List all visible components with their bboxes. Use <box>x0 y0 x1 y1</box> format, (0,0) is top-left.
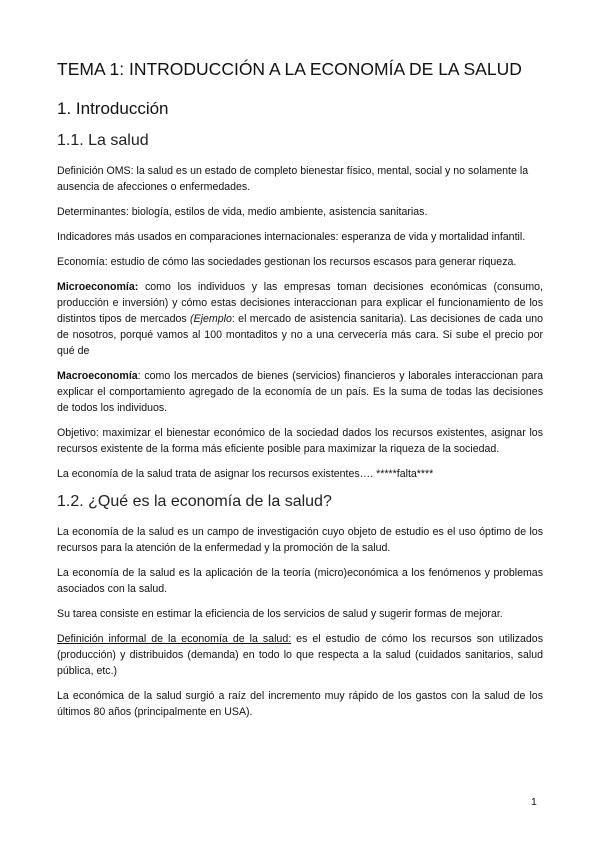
subsection-heading-que-es: 1.2. ¿Qué es la economía de la salud? <box>57 493 332 510</box>
subsection-heading-la-salud: 1.1. La salud <box>57 132 149 149</box>
micro-text-a: como los individuos y las empresas toman decisiones económicas (consumo, producción e inversión) y cómo estas decisiones interaccionan para explicar el funcionamiento de los distintos tipos de mercados <box>57 281 543 325</box>
macro-text: : como los mercados de bienes (servicios) financieros y laborales interaccionan para explicar el comportamiento agregado de la economía de un país. Es la suma de todas las decisiones de todos los individuos. <box>57 370 543 414</box>
paragraph-microeconomia <box>57 279 543 359</box>
paragraph-definicion-oms: Definición OMS: la salud es un estado de completo bienestar físico, mental, social y no solamente la ausencia de afecciones o enfermedades. <box>57 165 529 193</box>
document-title: TEMA 1: INTRODUCCIÓN A LA ECONOMÍA DE LA SALUD <box>57 59 522 79</box>
term-definicion-informal: Definición informal de la economía de la salud: <box>57 633 292 645</box>
micro-text-b: : el mercado de asistencia sanitaria). Las decisiones de cada uno de nosotros, porqué vamos al 100 montaditos y no a una cervecería más cara. Si sube el precio por qué de <box>57 313 543 357</box>
paragraph-objetivo: Objetivo: maximizar el bienestar económico de la sociedad dados los recursos existentes, asignar los recursos existente de la forma más eficiente posible para maximizar la riqueza de la sociedad. <box>57 427 543 455</box>
paragraph-determinantes: Determinantes: biología, estilos de vida, medio ambiente, asistencia sanitarias. <box>57 206 428 218</box>
micro-example: (Ejemplo <box>190 313 232 325</box>
term-macroeconomia: Macroeconomía <box>57 370 138 382</box>
term-microeconomia: Microeconomía: <box>57 281 139 293</box>
paragraph-surgio: La económica de la salud surgió a raíz del incremento muy rápido de los gastos con la salud de los últimos 80 años (principalmente en USA). <box>57 690 543 718</box>
paragraph-economia: Economía: estudio de cómo las sociedades gestionan los recursos escasos para generar riqueza. <box>57 256 517 268</box>
page-number: 1 <box>531 796 537 808</box>
paragraph-aplicacion-teoria: La economía de la salud es la aplicación de la teoría (micro)económica a los fenómenos y problemas asociados con la salud. <box>57 567 543 595</box>
section-heading-introduccion: 1. Introducción <box>57 99 169 118</box>
paragraph-indicadores: Indicadores más usados en comparaciones internacionales: esperanza de vida y mortalidad infantil. <box>57 231 526 243</box>
page-content <box>57 56 543 729</box>
paragraph-campo-investigacion: La economía de la salud es un campo de investigación cuyo objeto de estudio es el uso óptimo de los recursos para la atención de la enfermedad y la promoción de la salud. <box>57 526 543 554</box>
informal-text: es el estudio de cómo los recursos son utilizados (producción) y distribuidos (demanda) en todo lo que respecta a la salud (cuidados sanitarios, salud pública, etc.) <box>57 633 543 677</box>
paragraph-trata: La economía de la salud trata de asignar los recursos existentes…. *****falta**** <box>57 468 434 480</box>
paragraph-macroeconomia <box>57 368 543 416</box>
paragraph-definicion-informal <box>57 631 543 679</box>
paragraph-tarea: Su tarea consiste en estimar la eficiencia de los servicios de salud y sugerir formas de mejorar. <box>57 608 503 620</box>
